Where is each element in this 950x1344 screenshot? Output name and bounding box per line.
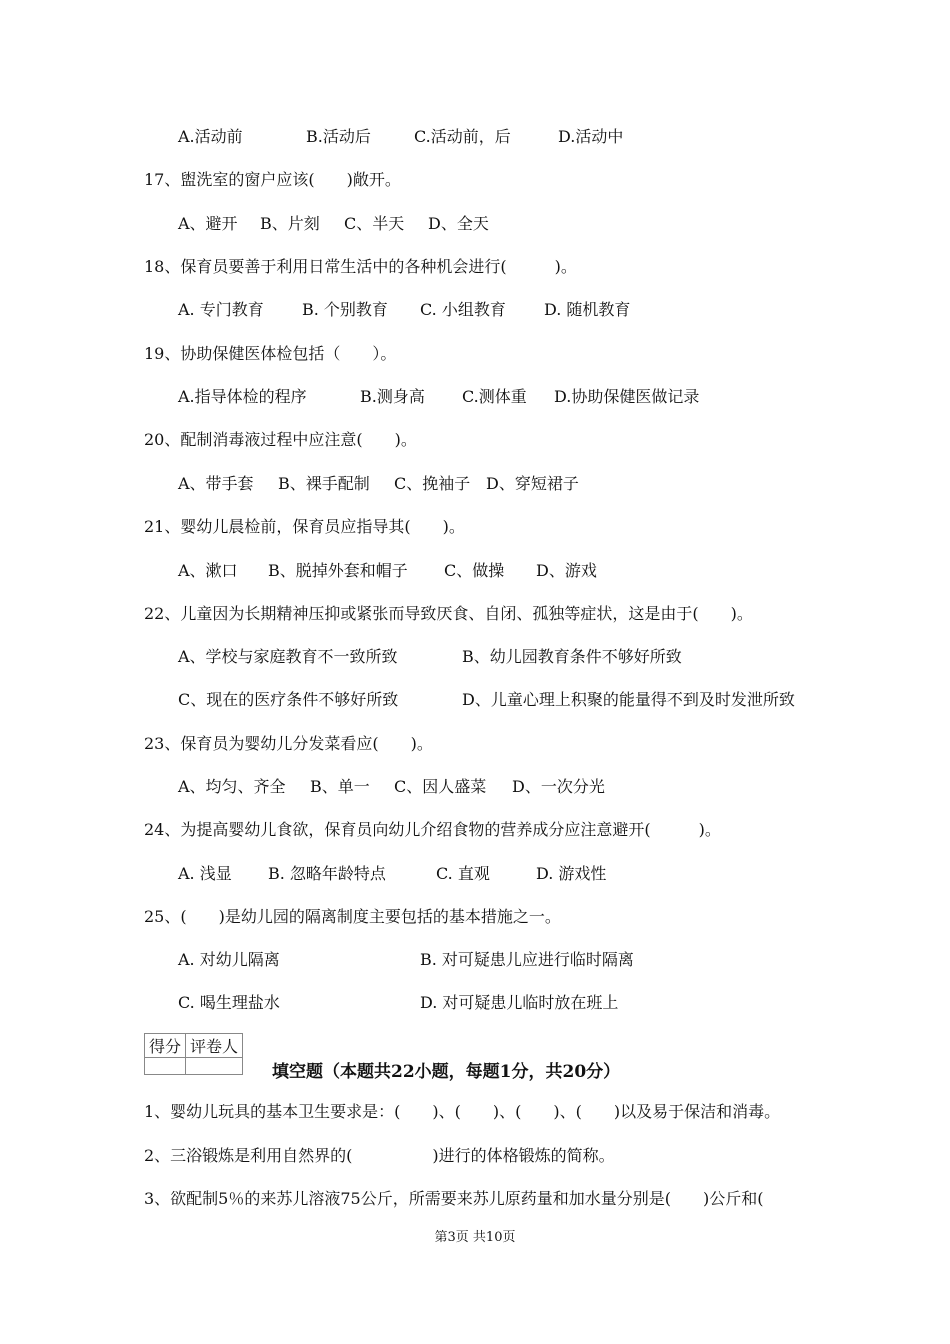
q18-option-b: B. 个别教育 bbox=[302, 300, 388, 319]
q25-options-row1 bbox=[178, 950, 858, 970]
q17-option-a: A、避开 bbox=[178, 214, 238, 233]
q19-option-d: D.协助保健医做记录 bbox=[554, 387, 700, 406]
q19-question: 19、协助保健医体检包括（ ）。 bbox=[144, 344, 397, 363]
q23-option-c: C、因人盛菜 bbox=[394, 777, 487, 796]
q16-options bbox=[178, 127, 858, 147]
q25-option-c: C. 喝生理盐水 bbox=[178, 993, 280, 1012]
q21-question: 21、婴幼儿晨检前，保育员应指导其( )。 bbox=[144, 517, 465, 536]
q18-question: 18、保育员要善于利用日常生活中的各种机会进行( )。 bbox=[144, 257, 577, 276]
q20-question: 20、配制消毒液过程中应注意( )。 bbox=[144, 430, 417, 449]
q20-options bbox=[178, 474, 858, 494]
page-footer: 第3页 共10页 bbox=[434, 1230, 516, 1245]
q24-option-b: B. 忽略年龄特点 bbox=[268, 864, 386, 883]
score-cell[interactable] bbox=[145, 1058, 186, 1075]
q25-option-a: A. 对幼儿隔离 bbox=[178, 950, 280, 969]
q19-options bbox=[178, 387, 858, 407]
grader-cell[interactable] bbox=[186, 1058, 243, 1075]
q18-option-a: A. 专门教育 bbox=[178, 300, 264, 319]
fill-question-1: 1、婴幼儿玩具的基本卫生要求是：( )、( )、( )、( )以及易于保洁和消毒。 bbox=[144, 1102, 781, 1121]
fill-question-2: 2、三浴锻炼是利用自然界的( )进行的体格锻炼的简称。 bbox=[144, 1146, 615, 1165]
q16-option-a: A.活动前 bbox=[178, 127, 243, 146]
q25-options-row2 bbox=[178, 993, 858, 1013]
q21-option-a: A、漱口 bbox=[178, 561, 238, 580]
section-title: 填空题（本题共22小题，每题1分，共20分） bbox=[272, 1062, 621, 1082]
q16-option-d: D.活动中 bbox=[558, 127, 624, 146]
fill-question-3: 3、欲配制5％的来苏儿溶液75公斤，所需要来苏儿原药量和加水量分别是( )公斤和( bbox=[144, 1189, 764, 1208]
q17-option-c: C、半天 bbox=[344, 214, 405, 233]
q22-option-a: A、学校与家庭教育不一致所致 bbox=[178, 647, 398, 666]
q20-option-c: C、挽袖子 bbox=[394, 474, 471, 493]
q24-options bbox=[178, 864, 858, 884]
q24-option-d: D. 游戏性 bbox=[536, 864, 607, 883]
q21-option-b: B、脱掉外套和帽子 bbox=[268, 561, 408, 580]
q17-question: 17、盥洗室的窗户应该( )敞开。 bbox=[144, 170, 401, 189]
q22-question: 22、儿童因为长期精神压抑或紧张而导致厌食、自闭、孤独等症状，这是由于( )。 bbox=[144, 604, 753, 623]
q24-option-a: A. 浅显 bbox=[178, 864, 232, 883]
q17-option-b: B、片刻 bbox=[260, 214, 320, 233]
q22-option-d: D、儿童心理上积聚的能量得不到及时发泄所致 bbox=[462, 690, 795, 709]
q25-option-b: B. 对可疑患儿应进行临时隔离 bbox=[420, 950, 634, 969]
q23-options bbox=[178, 777, 858, 797]
q20-option-d: D、穿短裙子 bbox=[486, 474, 579, 493]
q18-option-d: D. 随机教育 bbox=[544, 300, 631, 319]
q22-option-b: B、幼儿园教育条件不够好所致 bbox=[462, 647, 682, 666]
q24-option-c: C. 直观 bbox=[436, 864, 490, 883]
q20-option-b: B、裸手配制 bbox=[278, 474, 370, 493]
q22-options-row1 bbox=[178, 647, 858, 667]
q17-options bbox=[178, 214, 858, 234]
q22-option-c: C、现在的医疗条件不够好所致 bbox=[178, 690, 399, 709]
score-box bbox=[144, 1033, 243, 1075]
q21-options bbox=[178, 561, 858, 581]
q23-option-b: B、单一 bbox=[310, 777, 370, 796]
q18-option-c: C. 小组教育 bbox=[420, 300, 506, 319]
q16-option-c: C.活动前，后 bbox=[414, 127, 511, 146]
grader-label: 评卷人 bbox=[186, 1034, 243, 1058]
q20-option-a: A、带手套 bbox=[178, 474, 254, 493]
q22-options-row2 bbox=[178, 690, 858, 710]
q23-question: 23、保育员为婴幼儿分发菜看应( )。 bbox=[144, 734, 433, 753]
q21-option-d: D、游戏 bbox=[536, 561, 597, 580]
q18-options bbox=[178, 300, 858, 320]
q25-question: 25、( )是幼儿园的隔离制度主要包括的基本措施之一。 bbox=[144, 907, 561, 926]
q23-option-a: A、均匀、齐全 bbox=[178, 777, 286, 796]
q24-question: 24、为提高婴幼儿食欲，保育员向幼儿介绍食物的营养成分应注意避开( )。 bbox=[144, 820, 721, 839]
q19-option-a: A.指导体检的程序 bbox=[178, 387, 307, 406]
q17-option-d: D、全天 bbox=[428, 214, 489, 233]
score-label: 得分 bbox=[145, 1034, 186, 1058]
q21-option-c: C、做操 bbox=[444, 561, 505, 580]
q23-option-d: D、一次分光 bbox=[512, 777, 605, 796]
q16-option-b: B.活动后 bbox=[306, 127, 371, 146]
q19-option-c: C.测体重 bbox=[462, 387, 527, 406]
q25-option-d: D. 对可疑患儿临时放在班上 bbox=[420, 993, 619, 1012]
q19-option-b: B.测身高 bbox=[360, 387, 425, 406]
